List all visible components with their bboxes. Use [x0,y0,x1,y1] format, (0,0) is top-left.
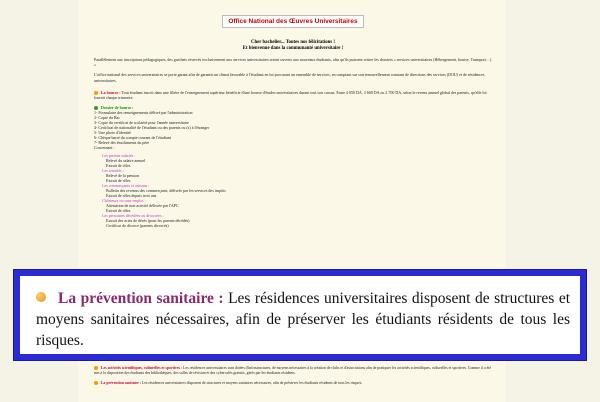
dossier-section [94,105,492,228]
group-title: Chômeurs ou sans emploi : [102,198,146,204]
dossier-label: Dossier de bourse : [101,105,134,111]
list-item: Relevé du salaire annuel [106,158,146,164]
header-banner [94,10,492,28]
list-item: 6- Chèque barré du compte courant de l'étudiant [94,135,172,141]
list-item: Bulletin des revenus des commerçants, délivrés par les services des impôts [106,188,226,194]
list-item: Relevé de la pension [106,173,140,179]
orange-bullet-icon [36,292,46,302]
list-item: Extrait de rôles depuis trois ans [106,193,157,199]
bottom-section [94,366,494,391]
orange-bullet-icon [94,366,98,370]
activites-paragraph [94,366,494,376]
activites-label: Les activités scientifiques, culturelles et sportives : [100,366,183,370]
list-item: 3- Copie du certificat de scolarité pour l'année universitaire [94,120,189,126]
intro-paragraph-2: L'office national des services universitaires se porte garant afin de garantir un climat favorable à l'étudiant en lui procurant un ensemble de services, en comptant sur son renouvellement constant de directions des services (DOU) et de résidences universitaires. [94,72,485,83]
greeting-line-1: Cher bachelier... Toutes nos félicitations ! [251,40,335,45]
list-item: Certificat de divorce (parents divorcés) [106,223,169,229]
highlight-title: La prévention sanitaire : [58,290,224,307]
list-item: 5- Une photo d'identité [94,130,131,136]
prevention-paragraph [94,381,494,386]
highlight-callout [14,270,586,360]
page-title: Office National des Œuvres Universitaires [222,15,363,28]
list-item: 4- Certificat de nationalité de l'étudiant ou des parents ou (s) à l'étranger [94,125,210,131]
bourse-text: Tout étudiant inscrit dans une filière de l'enseignement supérieur bénéficie d'une bourse d'études universitaires durant tout son cursus. Entre 4 050 DA, 3 600 DA ou 2 700 DA, selon le revenu annuel global des parents, qu'elle lui fournit chaque trimestre. [94,89,487,101]
list-item: Attestation de non activité délivrée par l'APC [106,203,179,209]
list-item: 2- Copie du Bac [94,115,121,121]
prevention-label: La prévention sanitaire : [100,381,142,385]
list-item: 1- Formulaire des renseignements délivré par l'administration [94,110,193,116]
list-item: Extrait de rôles [106,178,131,184]
list-item: 7- Relevé des émoluments du père [94,140,150,146]
group-title: Les retraités : [102,168,124,174]
highlight-paragraph [36,288,570,351]
list-item: Extrait de rôles [106,163,131,169]
group-title: Les personnes décédées ou divorcées : [102,213,164,219]
intro-paragraph-1: Parallèlement aux inscriptions pédagogiques, des guichets réservés exclusivement aux services universitaires seront ouverts aux nouveaux étudiants, afin qu'ils puissent retirer les dossiers « services universitaires (Hébergement, bourse, Transport…) » [94,57,492,68]
list-item: Extrait des actes de décès (pour les parents décédés) [106,218,190,224]
bourse-label: La bourse : [101,89,121,95]
greeting-line-2: Et bienvenue dans la communauté universitaire ! [242,46,344,51]
group-title: Les parents salariés : [102,153,136,159]
concernant-groups [102,153,492,228]
group-title: Les commerçants et artisans : [102,183,150,189]
concernant-label: Concernant : [94,145,115,151]
orange-bullet-icon [94,381,98,385]
activites-text: Les résidences universitaires sont dotées d'infrastructures, de moyens nécessaires à la création de clubs et d'associations afin de pratiquer les activités scientifiques, culturelles et sportives. Comme il a été mis à la disposition des étudiants des bibliothèques, des salles de révision et des cybercafés gratuits, gérés par les étudiants résidents. [94,366,492,375]
dossier-list [94,110,492,150]
list-item: Extrait de rôles [106,208,131,214]
greeting [94,40,492,52]
prevention-text: Les résidences universitaires disposent de structures et moyens sanitaires nécessaires, afin de préserver les étudiants résidents de tous les risques. [142,381,363,385]
bourse-paragraph [94,90,492,100]
highlight-text: Les résidences universitaires disposent de structures et moyens sanitaires nécessaires, afin de préserver les étudiants résidents de tous les risques. [36,290,571,349]
